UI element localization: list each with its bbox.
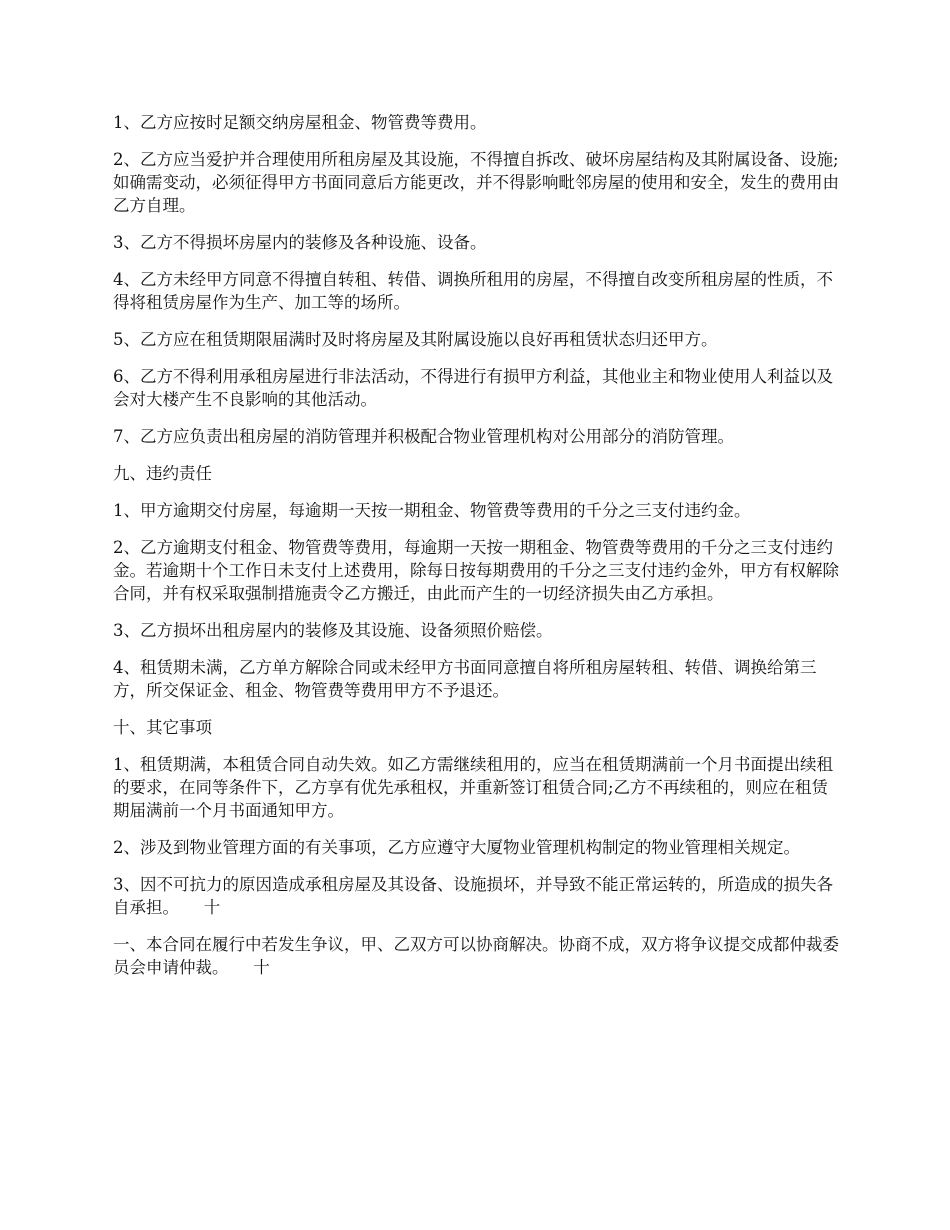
clause-8-1: 1、乙方应按时足额交纳房屋租金、物管费等费用。: [113, 113, 487, 132]
clause-8-2: 2、乙方应当爱护并合理使用所租房屋及其设施，不得擅自拆改、破坏房屋结构及其附属设备、设施;如确需变动，必须征得甲方书面同意后方能更改，并不得影响毗邻房屋的使用和安全，发生的费用由乙方自理。: [113, 150, 839, 215]
clause-8-5: 5、乙方应在租赁期限届满时及时将房屋及其附属设施以良好再租赁状态归还甲方。: [113, 330, 718, 349]
clause-11: 一、本合同在履行中若发生争议，甲、乙双方可以协商解决。协商不成，双方将争议提交成都仲裁委员会申请仲裁。 十: [113, 935, 839, 977]
clause-8-7: 7、乙方应负责出租房屋的消防管理并积极配合物业管理机构对公用部分的消防管理。: [113, 427, 734, 446]
section-heading-breach: 九、违约责任: [113, 464, 212, 483]
clause-8-6: 6、乙方不得利用承租房屋进行非法活动，不得进行有损甲方利益，其他业主和物业使用人利益以及会对大楼产生不良影响的其他活动。: [113, 367, 833, 409]
clause-9-3: 3、乙方损坏出租房屋内的装修及其设施、设备须照价赔偿。: [113, 621, 553, 640]
section-heading-other: 十、其它事项: [113, 718, 212, 737]
clause-10-2: 2、涉及到物业管理方面的有关事项，乙方应遵守大厦物业管理机构制定的物业管理相关规定。: [113, 838, 800, 857]
clause-8-4: 4、乙方未经甲方同意不得擅自转租、转借、调换所租用的房屋，不得擅自改变所租房屋的性质，不得将租赁房屋作为生产、加工等的场所。: [113, 270, 833, 312]
clause-9-1: 1、甲方逾期交付房屋，每逾期一天按一期租金、物管费等费用的千分之三支付违约金。: [113, 501, 751, 520]
clause-8-3: 3、乙方不得损坏房屋内的装修及各种设施、设备。: [113, 233, 487, 252]
clause-10-1: 1、租赁期满，本租赁合同自动失效。如乙方需继续租用的，应当在租赁期满前一个月书面提出续租的要求，在同等条件下，乙方享有优先承租权，并重新签订租赁合同;乙方不再续租的，则应在租赁期届满前一个月书面通知甲方。: [113, 755, 833, 820]
clause-9-4: 4、租赁期未满，乙方单方解除合同或未经甲方书面同意擅自将所租房屋转租、转借、调换给第三方，所交保证金、租金、物管费等费用甲方不予退还。: [113, 658, 817, 700]
clause-10-3: 3、因不可抗力的原因造成承租房屋及其设备、设施损坏，并导致不能正常运转的，所造成的损失各自承担。 十: [113, 875, 833, 917]
document-body: [113, 111, 840, 993]
clause-9-2: 2、乙方逾期支付租金、物管费等费用，每逾期一天按一期租金、物管费等费用的千分之三支付违约金。若逾期十个工作日未支付上述费用，除每日按每期费用的千分之三支付违约金外，甲方有权解除合同，并有权采取强制措施责令乙方搬迁，由此而产生的一切经济损失由乙方承担。: [113, 538, 839, 603]
